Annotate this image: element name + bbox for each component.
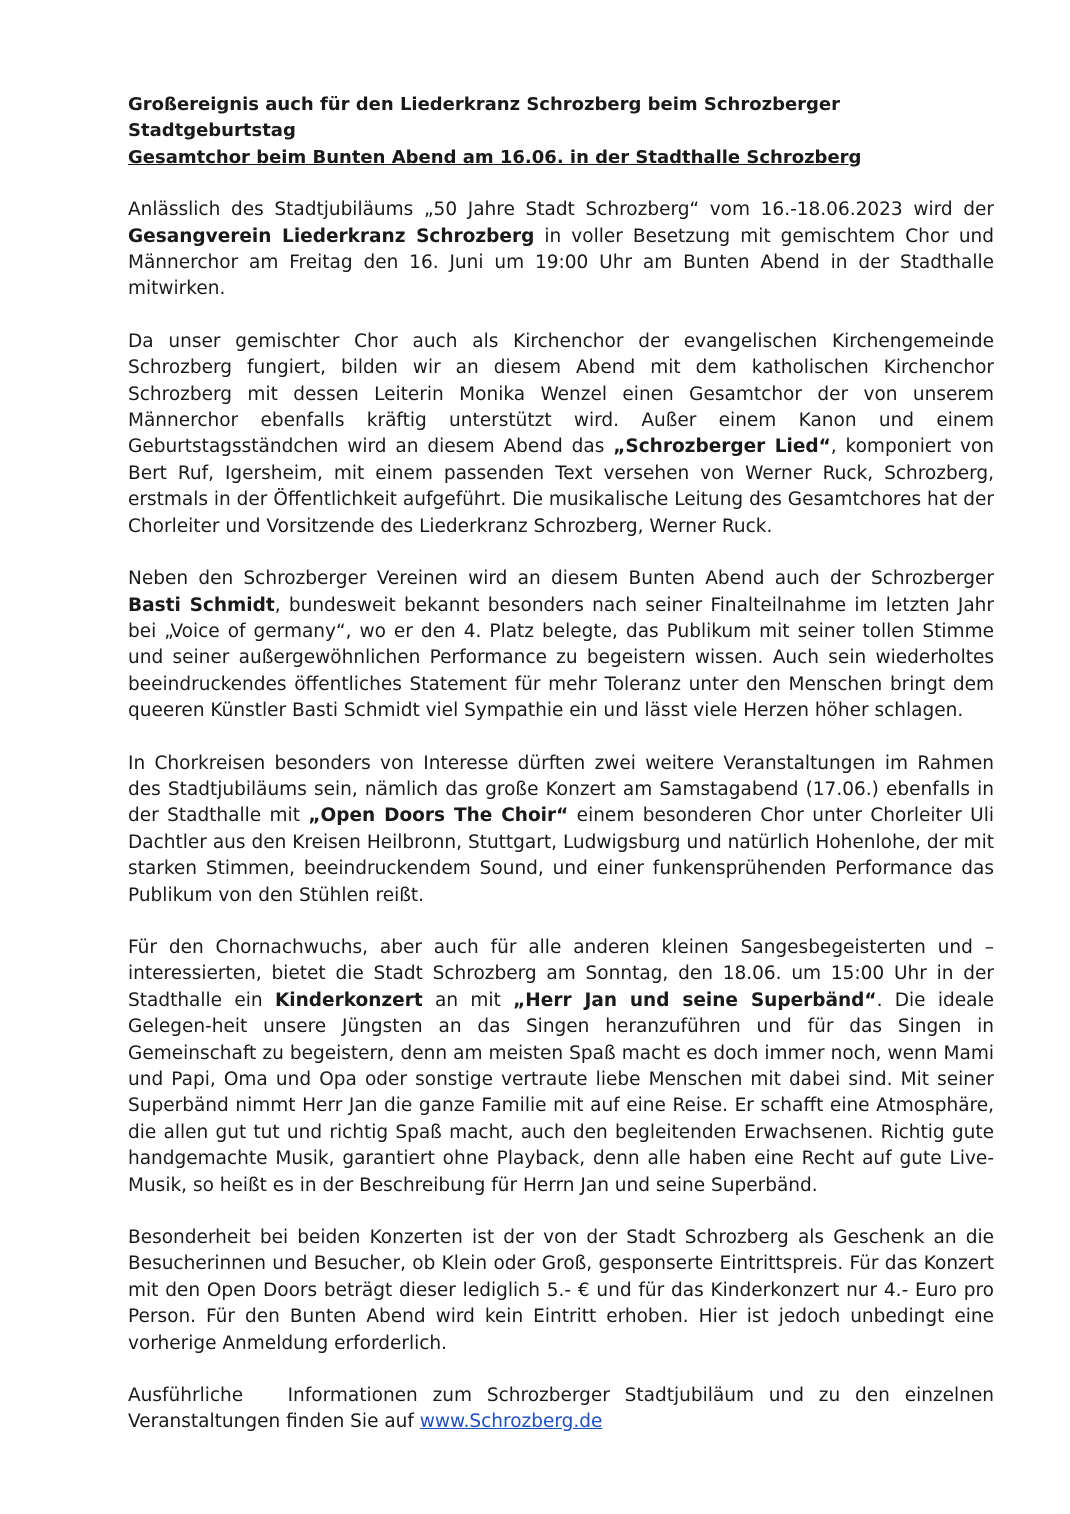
- paragraph-1-text-c: in voller Besetzung mit gemischtem Chor und Männerchor am Freitag den 16. Juni um 19:00 Uhr am Bunten Abend in der Stadthalle mitwirken.: [128, 225, 995, 300]
- subheadline: Gesamtchor beim Bunten Abend am 16.06. in der Stadthalle Schrozberg: [128, 146, 862, 168]
- paragraph-3-bold-artist: Basti Schmidt: [128, 594, 275, 616]
- paragraph-2-text-a: Da unser gemischter Chor auch als Kirchenchor der evangelischen Kirchengemeinde Schrozberg fungiert, bilden wir an diesem Abend mit dem katholischen Kirchenchor Schrozberg mit dessen Leiterin Monika Wenzel einen Gesamtchor der von unserem Männerchor ebenfalls kräftig unterstützt wird. Außer einem Kanon und einem Geburtstagsständchen wird an diesem Abend das: [128, 330, 994, 458]
- document-page: [128, 92, 1000, 1436]
- paragraph-6: Besonderheit bei beiden Konzerten ist der von der Stadt Schrozberg als Geschenk an die Besucherinnen und Besucher, ob Klein oder Groß, gesponserte Eintrittspreis. Für das Konzert mit den Open Doors beträgt dieser lediglich 5.- € und für das Kinderkonzert nur 4.- Euro pro Person. Für den Bunten Abend wird kein Eintritt erhoben. Hier ist jedoch unbedingt eine vorherige Anmeldung erforderlich.: [128, 1227, 994, 1354]
- paragraph-2-bold-song: „Schrozberger Lied“: [613, 436, 831, 458]
- paragraph-2: [128, 329, 994, 540]
- paragraph-4-text-a: In Chorkreisen besonders von Interesse dürften zwei weitere Veranstaltungen im Rahmen des Stadtjubiläums sein, nämlich das große Konzert am Samstagabend (17.06.) ebenfalls in der Stadthalle mit: [128, 752, 994, 827]
- paragraph-5-text-c: an mit: [422, 989, 514, 1011]
- paragraph-3-text-a: Neben den Schrozberger Vereinen wird an diesem Bunten Abend auch der Schrozberger: [128, 568, 994, 590]
- paragraph-7-text-a: Ausführliche Informationen zum Schrozberger Stadtjubiläum und zu den einzelnen Veranstaltungen finden Sie auf: [128, 1385, 1000, 1433]
- paragraph-5-bold-band: „Herr Jan und seine Superbänd“: [513, 989, 877, 1011]
- paragraph-4-text-c: einem besonderen Chor unter Chorleiter Uli Dachtler aus den Kreisen Heilbronn, Stuttgart, Ludwigsburg und natürlich Hohenlohe, der mit starken Stimmen, beeindruckendem Sound, und einer funkensprühenden Performance das Publikum von den Stühlen reißt.: [128, 805, 994, 906]
- paragraph-1-bold-choir: Gesangverein Liederkranz Schrozberg: [128, 225, 535, 247]
- paragraph-5-text-a: Für den Chornachwuchs, aber auch für alle anderen kleinen Sangesbegeisterten und –interessierten, bietet die Stadt Schrozberg am Sonntag, den 18.06. um 15:00 Uhr in der Stadthalle ein: [128, 936, 994, 1011]
- headline: Großereignis auch für den Liederkranz Schrozberg beim Schrozberger Stadtgeburtstag: [128, 94, 841, 142]
- paragraph-1: [128, 197, 994, 303]
- paragraph-4: [128, 751, 994, 909]
- paragraph-2-text-c: , komponiert von Bert Ruf, Igersheim, mit einem passenden Text versehen von Werner Ruck, Schrozberg, erstmals in der Öffentlichkeit aufgeführt. Die musikalische Leitung des Gesamtchores hat der Chorleiter und Vorsitzende des Liederkranz Schrozberg, Werner Ruck.: [128, 436, 994, 537]
- paragraph-3: [128, 566, 994, 724]
- paragraph-7: [128, 1383, 1000, 1436]
- paragraph-3-text-c: , bundesweit bekannt besonders nach seiner Finalteilnahme im letzten Jahr bei „Voice of germany“, wo er den 4. Platz belegte, das Publikum mit seiner tollen Stimme und seiner außergewöhnlichen Performance zu begeistern wissen. Auch sein wiederholtes beeindruckendes öffentliches Statement für mehr Toleranz unter den Menschen bringt dem queeren Künstler Basti Schmidt viel Sympathie ein und lässt viele Herzen höher schlagen.: [128, 594, 995, 722]
- paragraph-1-text-a: Anlässlich des Stadtjubiläums „50 Jahre Stadt Schrozberg“ vom 16.-18.06.2023 wird der: [128, 199, 994, 221]
- paragraph-4-bold-choir-name: „Open Doors The Choir“: [308, 805, 569, 827]
- website-link[interactable]: www.Schrozberg.de: [419, 1411, 603, 1433]
- paragraph-5: [128, 935, 994, 1199]
- paragraph-5-text-e: . Die ideale Gelegen-heit unsere Jüngsten an das Singen heranzuführen und für das Singen in Gemeinschaft zu begeistern, denn am meisten Spaß macht es doch immer noch, wenn Mami und Papi, Oma und Opa oder sonstige vertraute liebe Menschen mit dabei sind. Mit seiner Superbänd nimmt Herr Jan die ganze Familie mit auf eine Reise. Er schafft eine Atmosphäre, die allen gut tut und richtig Spaß macht, auch den begleitenden Erwachsenen. Richtig gute handgemachte Musik, garantiert ohne Playback, denn alle haben eine Recht auf gute Live-Musik, so heißt es in der Beschreibung für Herrn Jan und seine Superbänd.: [128, 989, 994, 1196]
- paragraph-5-bold-concert: Kinderkonzert: [274, 989, 423, 1011]
